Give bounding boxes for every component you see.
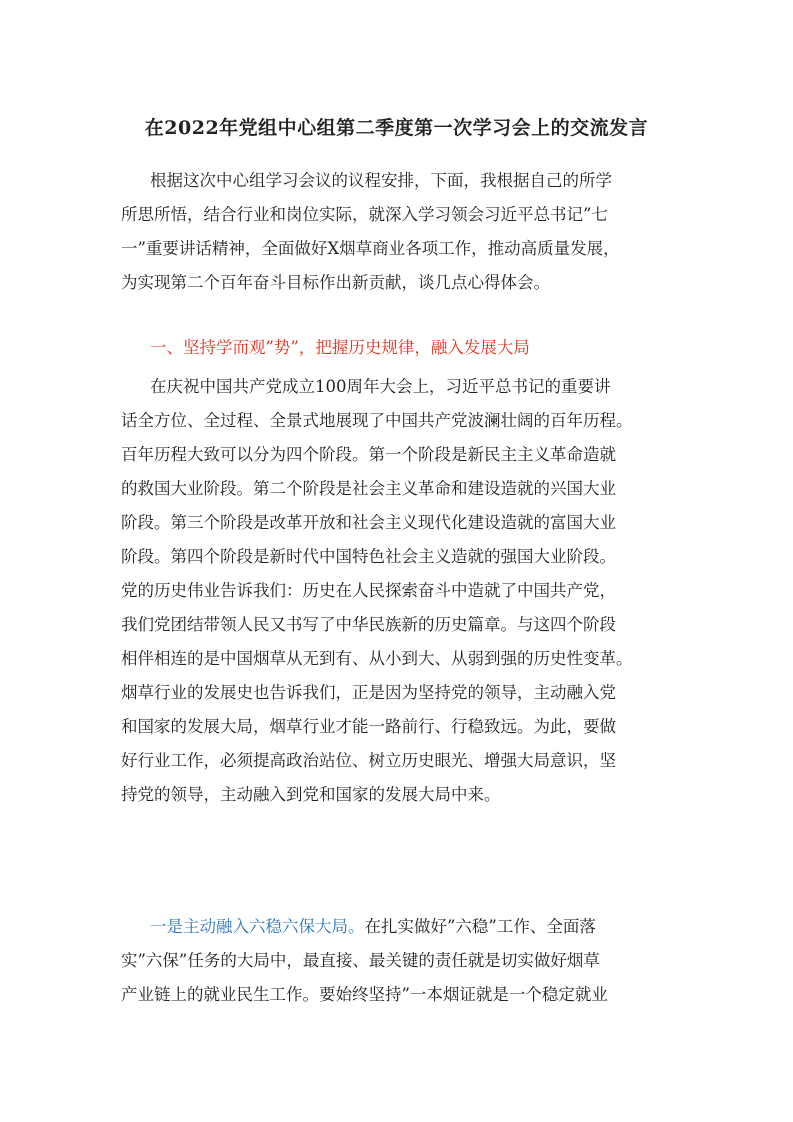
body-line: 我们党团结带领人民又书写了中华民族新的历史篇章。与这四个阶段 <box>121 615 616 634</box>
point1-first-line <box>121 910 673 944</box>
body-line: 烟草行业的发展史也告诉我们，正是因为坚持党的领导，主动融入党 <box>121 683 616 702</box>
body-line: 阶段。第三个阶段是改革开放和社会主义现代化建设造就的富国大业 <box>121 513 616 532</box>
body-line: 话全方位、全过程、全景式地展现了中国共产党波澜壮阔的百年历程。 <box>121 411 633 430</box>
body-line: 在庆祝中国共产党成立100周年大会上，习近平总书记的重要讲 <box>150 377 611 396</box>
body-line: 党的历史伟业告诉我们：历史在人民探索奋斗中造就了中国共产党， <box>121 581 616 600</box>
intro-line: 所思所悟，结合行业和岗位实际，就深入学习领会习近平总书记”七 <box>121 205 608 224</box>
body-line: 和国家的发展大局，烟草行业才能一路前行、行稳致远。为此，要做 <box>121 717 616 736</box>
body-line: 好行业工作，必须提高政治站位、树立历史眼光、增强大局意识，坚 <box>121 751 616 770</box>
body-line: 百年历程大致可以分为四个阶段。第一个阶段是新民主主义革命造就 <box>121 445 616 464</box>
body-line: 持党的领导，主动融入到党和国家的发展大局中来。 <box>121 785 501 804</box>
intro-paragraph <box>121 164 673 300</box>
intro-line: 根据这次中心组学习会议的议程安排，下面，我根据自己的所学 <box>150 171 612 190</box>
point1-paragraph <box>121 910 673 1012</box>
point1-first-text: 在扎实做好”六稳”工作、全面落 <box>364 917 596 936</box>
intro-line: 为实现第二个百年奋斗目标作出新贡献，谈几点心得体会。 <box>121 273 550 292</box>
point-lead: 一是主动融入六稳六保大局。 <box>150 917 365 936</box>
section-heading: 一、坚持学而观”势”，把握历史规律，融入发展大局 <box>150 338 530 357</box>
body-line: 实”六保”任务的大局中，最直接、最关键的责任就是切实做好烟草 <box>121 951 600 970</box>
body-line: 阶段。第四个阶段是新时代中国特色社会主义造就的强国大业阶段。 <box>121 547 616 566</box>
section1-paragraph <box>121 370 673 812</box>
intro-line: 一”重要讲话精神，全面做好X烟草商业各项工作，推动高质量发展， <box>121 239 620 258</box>
document-title: 在2022年党组中心组第二季度第一次学习会上的交流发言 <box>144 117 649 139</box>
body-line: 相伴相连的是中国烟草从无到有、从小到大、从弱到强的历史性变革。 <box>121 649 633 668</box>
body-line: 的救国大业阶段。第二个阶段是社会主义革命和建设造就的兴国大业 <box>121 479 616 498</box>
body-line: 产业链上的就业民生工作。要始终坚持”一本烟证就是一个稳定就业 <box>121 985 608 1004</box>
